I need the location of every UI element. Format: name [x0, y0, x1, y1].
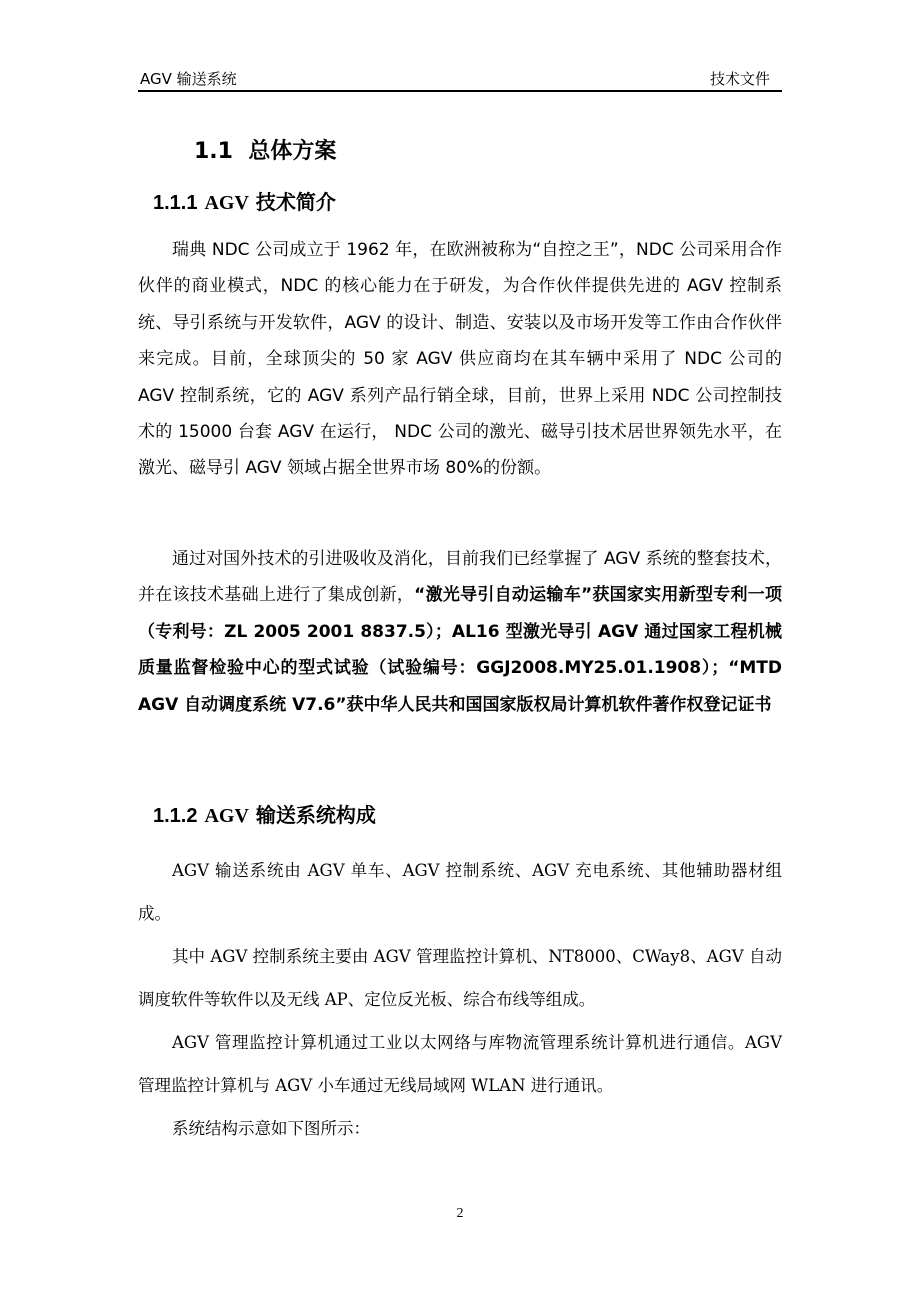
section-number: 1.1 [194, 139, 233, 164]
subsection-heading-2 [153, 799, 376, 828]
achievements-bold-text: “激光导引自动运输车”获国家实用新型专利一项（专利号：ZL 2005 2001 8837.5）；AL16 型激光导引 AGV 通过国家工程机械质量监督检验中心的型式试验（试验编号：GGJ2008.MY25.01.1908）；“MTD AGV 自动调度系统 V7.6”获中华人民共和国国家版权局计算机软件著作权登记证书 [138, 585, 782, 715]
subsection-1-number: 1.1.1 [153, 192, 198, 214]
subsection-1-title: 技术简介 [255, 190, 336, 214]
diagram-caption-lead: 系统结构示意如下图所示： [172, 1119, 370, 1138]
subsection-2-title-latin: AGV [204, 805, 249, 827]
achievements-paragraph [138, 541, 782, 723]
communication-paragraph: AGV 管理监控计算机通过工业以太网络与库物流管理系统计算机进行通信。AGV 管理监控计算机与 AGV 小车通过无线局域网 WLAN 进行通讯。 [138, 1033, 782, 1095]
header-doc-title: AGV 输送系统 [140, 70, 237, 88]
subsection-heading-1 [153, 186, 336, 215]
achievements-text: 通过对国外技术的引进吸收及消化，目前我们已经掌握了 AGV 系统的整套技术，并在该技术基础上进行了集成创新， [138, 549, 782, 606]
page-header [138, 62, 782, 92]
section-title: 总体方案 [248, 139, 337, 164]
page-number: 2 [456, 1206, 464, 1221]
composition-paragraph: AGV 输送系统由 AGV 单车、AGV 控制系统、AGV 充电系统、其他辅助器材组成。 [138, 861, 782, 923]
subsection-1-title-latin: AGV [204, 192, 249, 214]
subsection-2-number: 1.1.2 [153, 805, 198, 827]
control-system-paragraph: 其中 AGV 控制系统主要由 AGV 管理监控计算机、NT8000、CWay8、AGV 自动调度软件等软件以及无线 AP、定位反光板、综合布线等组成。 [138, 947, 782, 1009]
intro-paragraph: 瑞典 NDC 公司成立于 1962 年，在欧洲被称为“自控之王”，NDC 公司采用合作伙伴的商业模式，NDC 的核心能力在于研发，为合作伙伴提供先进的 AGV 控制系统、导引系统与开发软件，AGV 的设计、制造、安装以及市场开发等工作由合作伙伴来完成。目前，全球顶尖的 50 家 AGV 供应商均在其车辆中采用了 NDC 公司的 AGV 控制系统，它的 AGV 系列产品行销全球，目前，世界上采用 NDC 公司控制技术的 15000 台套 AGV 在运行， NDC 公司的激光、磁导引技术居世界领先水平，在激光、磁导引 AGV 领域占据全世界市场 80%的份额。 [138, 240, 782, 479]
header-doc-type: 技术文件 [709, 70, 770, 88]
subsection-2-title: 输送系统构成 [255, 803, 376, 827]
section-heading [194, 134, 336, 165]
